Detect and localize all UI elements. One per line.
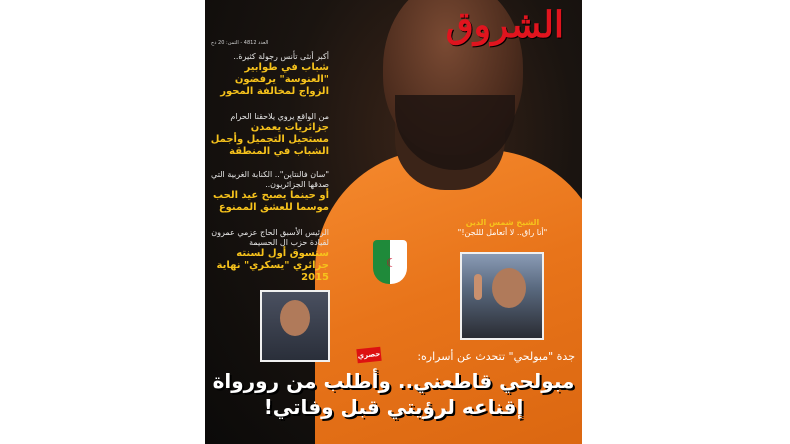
sheikh-face [492, 268, 526, 308]
magazine-cover [205, 0, 582, 444]
story-headline: شباب في طوابير "العنوسة" يرفضون الزواج لمخالفة المحور [220, 62, 329, 97]
sidebar-story-1[interactable] [209, 52, 329, 98]
issue-line: العدد 4812 - الثمن: 20 دج [211, 40, 269, 46]
jersey-crest-icon: ☾ [373, 240, 407, 284]
story-kicker: أكبر أنثى تأنس رجولة كثيرة.. [233, 52, 329, 61]
feature-headline-line2: إقناعه لرؤيتي قبل وفاتي! [263, 395, 524, 419]
feature-headline[interactable] [205, 368, 582, 420]
story-kicker: "سان فالنتاين".. الكنابة الغربية التي صدقها الجزائريون.. [211, 170, 329, 189]
raised-finger [474, 274, 482, 300]
story-kicker: الرئيس الأسبق الحاج عزمي عمرون لقيادة حزب ال الحسيمة [211, 228, 329, 247]
inset-caption-kicker: الشيخ شمس الدين [465, 218, 540, 227]
inset-photo-sheikh[interactable] [460, 252, 544, 340]
exclusive-stamp: حصري [356, 347, 381, 363]
story-headline: جزائريات يعمدن مستحيل التجميل وأجمل الشباب في المنطقة [210, 122, 329, 157]
sidebar-story-2[interactable] [209, 112, 329, 158]
story-headline: أو حينما يصبح عيد الحب موسما للعشق الممنوع [213, 190, 329, 213]
story-kicker: من الواقع يروي يلاحقنا الحرام [230, 112, 329, 121]
feature-headline-line1: مبولحي قاطعني.. وأطلب من رورواة [212, 369, 575, 393]
sidebar-story-3[interactable] [209, 170, 329, 214]
feature-kicker: جدة "مبولحي" تتحدث عن أسراره: [417, 350, 575, 363]
sidebar-story-4[interactable] [209, 228, 329, 284]
masthead-logo: الشروق [445, 4, 564, 46]
inset-caption-quote: "أنا راق.. لا أتعامل لللجن!" [457, 228, 548, 237]
inset-caption [455, 218, 550, 238]
official-face [280, 300, 310, 336]
story-headline: ستسوق أول لسنته جزائري "يسكري" نهاية 2015 [216, 248, 329, 283]
